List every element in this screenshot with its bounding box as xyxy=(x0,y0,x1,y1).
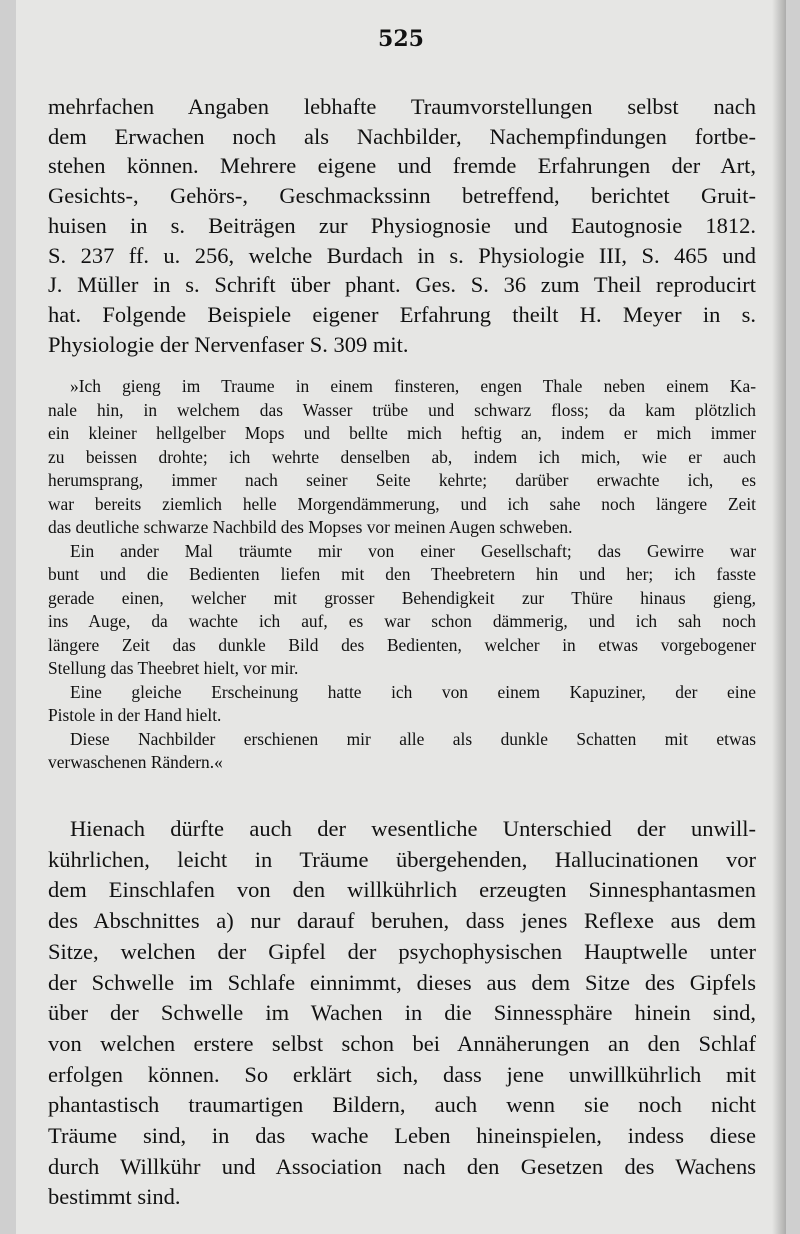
quote-line: verwaschenen Rändern.« xyxy=(48,752,223,772)
text-line: dem Einschlafen von den willkührlich erzeugten Sinnesphantasmen xyxy=(48,877,756,903)
book-page xyxy=(16,0,786,1234)
text-line: der Schwelle im Schlafe einnimmt, dieses aus dem Sitze des Gipfels xyxy=(48,969,756,995)
paragraph-intro xyxy=(48,92,756,359)
text-line: J. Müller in s. Schrift über phant. Ges. S. 36 zum Theil reproducirt xyxy=(48,272,756,298)
quote-line: Stellung das Theebret hielt, vor mir. xyxy=(48,658,299,678)
text-line: von welchen erstere selbst schon bei Annäherungen an den Schlaf xyxy=(48,1030,756,1056)
quote-line: zu beissen drohte; ich wehrte denselben ab, indem ich mich, wie er auch xyxy=(48,446,756,467)
text-line: kührlichen, leicht in Träume übergehenden, Hallucinationen vor xyxy=(48,846,756,872)
quote-line: war bereits ziemlich helle Morgendämmerung, und ich sahe noch längere Zeit xyxy=(48,493,756,514)
text-line: mehrfachen Angaben lebhafte Traumvorstellungen selbst nach xyxy=(48,94,756,119)
quote-line: ins Auge, da wachte ich auf, es war schon dämmerig, und ich sah noch xyxy=(48,611,756,631)
text-line: Hienach dürfte auch der wesentliche Unterschied der unwill- xyxy=(70,816,756,841)
text-line: bestimmt sind. xyxy=(48,1184,181,1210)
text-line: phantastisch traumartigen Bildern, auch wenn sie noch nicht xyxy=(48,1092,756,1118)
text-line: des Abschnittes a) nur darauf beruhen, dass jenes Reflexe aus dem xyxy=(48,908,756,934)
quote-line: Diese Nachbilder erschienen mir alle als dunkle Schatten mit etwas xyxy=(70,728,756,749)
text-line: Physiologie der Nervenfaser S. 309 mit. xyxy=(48,331,409,357)
page-number: 525 xyxy=(378,26,424,52)
quote-line: herumsprang, immer nach seiner Seite kehrte; darüber erwachte ich, es xyxy=(48,470,756,490)
text-line: Gesichts-, Gehörs-, Geschmackssinn betreffend, berichtet Gruit- xyxy=(48,183,756,209)
quote-line: ein kleiner hellgelber Mops und bellte mich heftig an, indem er mich immer xyxy=(48,423,756,443)
quote-line: Ein ander Mal träumte mir von einer Gesellschaft; das Gewirre war xyxy=(70,540,756,561)
text-line: erfolgen können. So erklärt sich, dass jene unwillkührlich mit xyxy=(48,1061,756,1087)
paragraph-conclusion xyxy=(48,814,756,1213)
text-line: stehen können. Mehrere eigene und fremde Erfahrungen der Art, xyxy=(48,153,756,179)
text-line: durch Willkühr und Association nach den Gesetzen des Wachens xyxy=(48,1153,756,1179)
quote-line: längere Zeit das dunkle Bild des Bedienten, welcher in etwas vorgebogener xyxy=(48,634,756,655)
text-line: huisen in s. Beiträgen zur Physiognosie und Eautognosie 1812. xyxy=(48,212,756,238)
text-line: Träume sind, in das wache Leben hineinspielen, indess diese xyxy=(48,1123,756,1149)
text-line: dem Erwachen noch als Nachbilder, Nachempfindungen fortbe- xyxy=(48,123,756,149)
quote-line: bunt und die Bedienten liefen mit den Theebretern hin und her; ich fasste xyxy=(48,564,756,584)
quote-line: »Ich gieng im Traume in einem finsteren, engen Thale neben einem Ka- xyxy=(70,376,756,396)
text-line: hat. Folgende Beispiele eigener Erfahrung theilt H. Meyer in s. xyxy=(48,301,756,327)
text-line: Sitze, welchen der Gipfel der psychophysischen Hauptwelle unter xyxy=(48,938,756,964)
quote-line: Eine gleiche Erscheinung hatte ich von einem Kapuziner, der eine xyxy=(70,681,756,702)
text-line: S. 237 ff. u. 256, welche Burdach in s. Physiologie III, S. 465 und xyxy=(48,242,756,268)
quote-line: gerade einen, welcher mit grosser Behendigkeit zur Thüre hinaus gieng, xyxy=(48,587,756,608)
quoted-passage xyxy=(48,375,756,775)
quote-line: nale hin, in welchem das Wasser trübe und schwarz floss; da kam plötzlich xyxy=(48,399,756,420)
quote-line: Pistole in der Hand hielt. xyxy=(48,705,222,725)
quote-line: das deutliche schwarze Nachbild des Mopses vor meinen Augen schweben. xyxy=(48,517,573,537)
text-line: über der Schwelle im Wachen in die Sinnessphäre hinein sind, xyxy=(48,1000,756,1026)
